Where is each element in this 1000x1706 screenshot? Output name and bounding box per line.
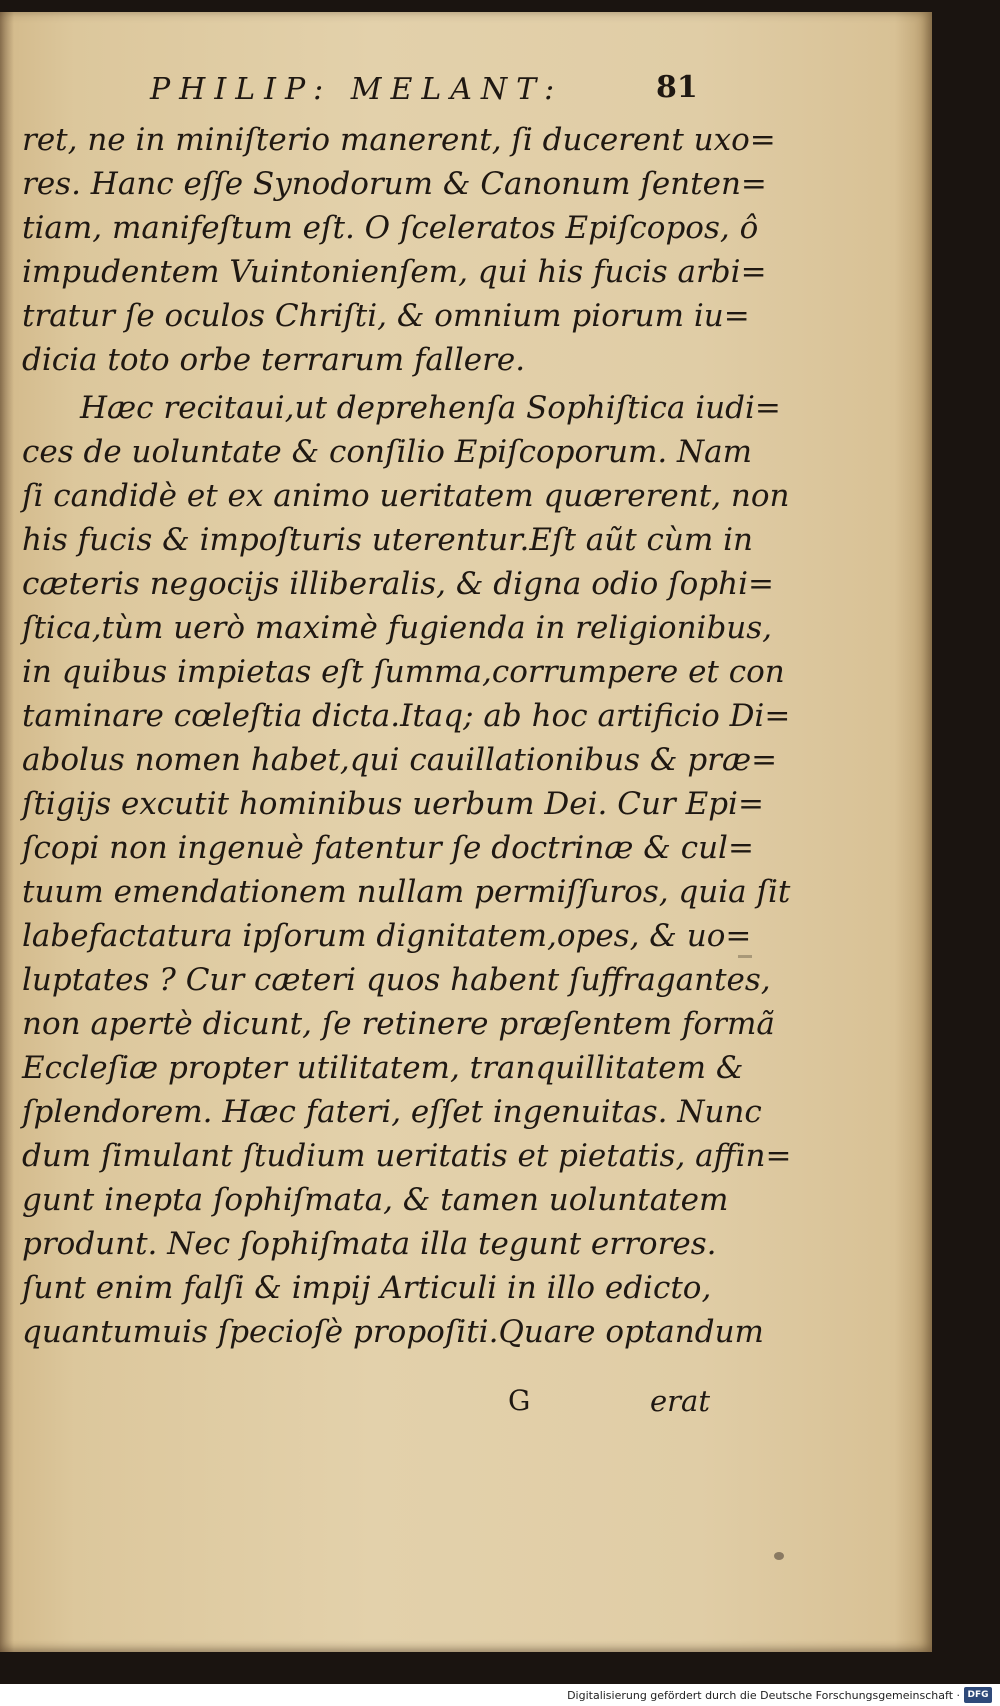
credit-text: Digitalisierung gefördert durch die Deutsche Forschungsgemeinschaft · [567, 1689, 960, 1702]
spine-shadow [0, 12, 14, 1652]
text-line: quantumuis ſpecioſè propoſiti.Quare optandum [22, 1314, 764, 1350]
page-number: 81 [656, 70, 698, 105]
text-line: ſunt enim falſi & impij Articuli in illo edicto, [22, 1270, 712, 1306]
text-line-paragraph-start: Hæc recitaui,ut deprehenſa Sophiſtica iudi= [80, 390, 781, 426]
text-line: res. Hanc eſſe Synodorum & Canonum ſenten= [22, 166, 767, 202]
text-line: ſi candidè et ex animo ueritatem quærerent, non [22, 478, 790, 514]
text-line: Eccleſiæ propter utilitatem, tranquillitatem & [22, 1050, 744, 1086]
signature-mark: G [508, 1384, 531, 1417]
text-line: in quibus impietas eſt ſumma,corrumpere et con [22, 654, 785, 690]
paper-fleck [738, 955, 752, 958]
text-line: dicia toto orbe terrarum fallere. [22, 342, 526, 378]
text-line: ſcopi non ingenuè fatentur ſe doctrinæ & cul= [22, 830, 754, 866]
text-line: produnt. Nec ſophiſmata illa tegunt errores. [22, 1226, 717, 1262]
catchword: erat [650, 1384, 710, 1418]
text-line: tratur ſe oculos Chriſti, & omnium piorum iu= [22, 298, 750, 334]
text-line: abolus nomen habet,qui cauillationibus & præ= [22, 742, 778, 778]
running-head: PHILIP: MELANT: [150, 72, 564, 107]
text-line: tuum emendationem nullam permiſſuros, quia ſit [22, 874, 791, 910]
text-line: ſtica,tùm uerò maximè fugienda in religionibus, [22, 610, 773, 646]
text-line: dum ſimulant ſtudium ueritatis et pietatis, affin= [22, 1138, 792, 1174]
text-line: ſtigijs excutit hominibus uerbum Dei. Cur Epi= [22, 786, 764, 822]
text-line: gunt inepta ſophiſmata, & tamen uoluntatem [22, 1182, 729, 1218]
text-line: his fucis & impoſturis uterentur.Eſt aũt cùm in [22, 522, 753, 558]
text-line: taminare cœleſtia dicta.Itaq; ab hoc artificio Di= [22, 698, 791, 734]
credit-bar [0, 1684, 1000, 1706]
text-line: cæteris negocijs illiberalis, & digna odio ſophi= [22, 566, 774, 602]
text-line: labefactatura ipſorum dignitatem,opes, & uo= [22, 918, 752, 954]
dfg-logo-icon[interactable]: DFG [964, 1687, 992, 1703]
text-line: impudentem Vuintonienſem, qui his fucis arbi= [22, 254, 767, 290]
text-line: tiam, manifeſtum eſt. O ſceleratos Epiſcopos, ô [22, 210, 759, 246]
ink-spot [774, 1552, 784, 1560]
text-line: ces de uoluntate & conſilio Epiſcoporum. Nam [22, 434, 753, 470]
text-line: ſplendorem. Hæc fateri, eſſet ingenuitas. Nunc [22, 1094, 762, 1130]
text-line: luptates ? Cur cæteri quos habent ſuffragantes, [22, 962, 771, 998]
body-text [22, 118, 792, 1368]
text-line: ret, ne in miniſterio manerent, ſi ducerent uxo= [22, 122, 776, 158]
text-line: non apertè dicunt, ſe retinere præſentem formã [22, 1006, 775, 1042]
